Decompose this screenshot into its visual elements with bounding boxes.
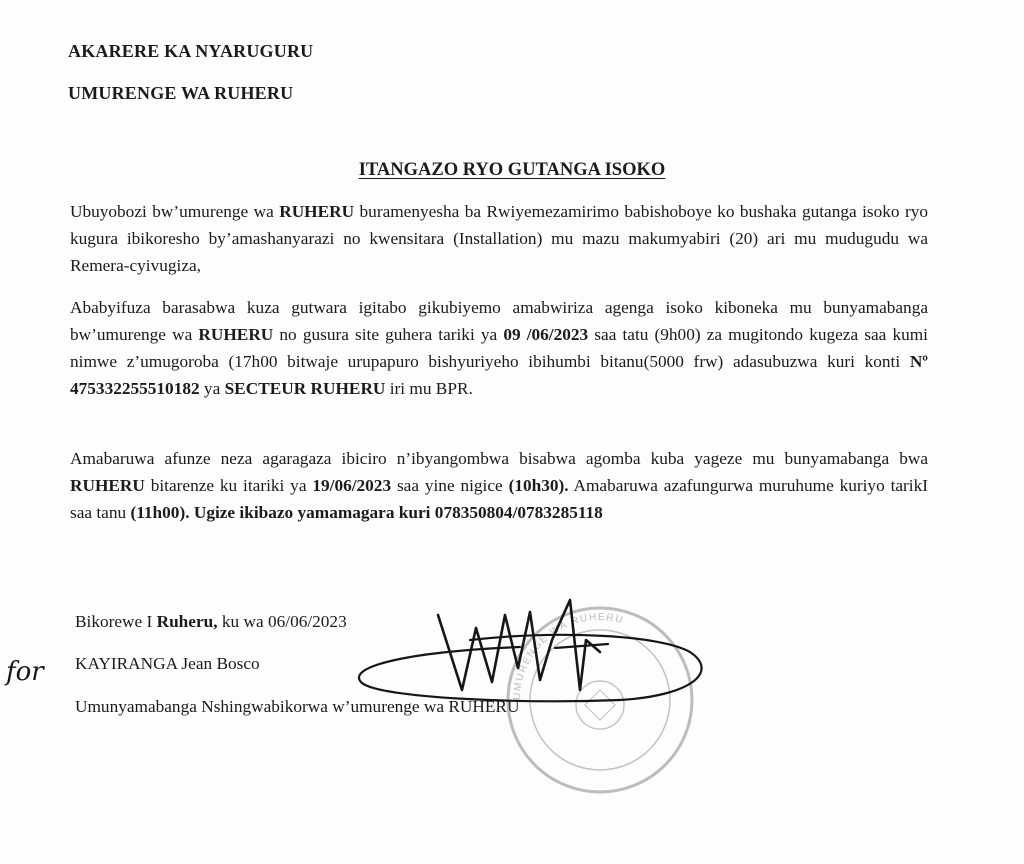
paragraph-run: RUHERU (70, 476, 145, 495)
district-header: AKARERE KA NYARUGURU (68, 41, 314, 61)
paragraph-run: bitarenze ku itariki ya (144, 476, 313, 495)
paragraph-run: Amabaruwa afunze neza agaragaza ibiciro n’ibyangombwa bisabwa agomba kuba yageze mu bunyamabanga bwa (70, 449, 928, 468)
paragraph-run: saa yine nigice (391, 476, 509, 495)
handwritten-signature (359, 600, 702, 701)
paragraph-run: no gusura site guhera tariki ya (273, 325, 504, 344)
paragraph-run: saa tatu (9h00) za mugitondo kugeza saa kumi nimwe z’umugoroba (17h00 bitwaje urupapuro bishyuriyeho ibihumbi bitanu(5000 frw) adasubuzwa kuri konti (70, 325, 928, 371)
paragraph-run: iri mu BPR. (385, 379, 473, 398)
signatory-name (75, 654, 260, 674)
sector-header: UMURENGE WA RUHERU (68, 83, 294, 103)
signatory-position (75, 697, 519, 717)
signature-date: 06/06/2023 (267, 612, 347, 631)
paragraph-deadline (70, 445, 928, 526)
paragraph-run: Ababyifuza barasabwa kuza gutwara igitabo gikubiyemo amabwiriza agenga isoko kiboneka mu bunyamabanga bw’umurenge wa (70, 298, 928, 344)
paragraph-instructions (70, 294, 928, 402)
paragraph-run: SECTEUR RUHERU (224, 379, 386, 398)
paragraph-run: Amabaruwa azafungurwa muruhume kuriyo tarikI saa tanu (70, 476, 928, 522)
signatory-given-name: Jean Bosco (177, 654, 260, 673)
signatory-surname: KAYIRANGA (75, 654, 178, 673)
paragraph-run: RUHERU (198, 325, 274, 344)
place-name: Ruheru, (156, 612, 218, 631)
paragraph-run: Ubuyobozi bw’umurenge wa (70, 202, 280, 221)
paragraph-run: 09 /06/2023 (503, 325, 589, 344)
paragraph-run: (11h00). Ugize ikibazo yamamagara kuri 078350804/0783285118 (130, 503, 603, 522)
paragraph-announcement (70, 198, 928, 279)
place-date-line (75, 612, 347, 632)
paragraph-run: 19/06/2023 (312, 476, 392, 495)
stamp-ring-text: UMURENGE WA RUHERU (511, 611, 626, 701)
paragraph-run: RUHERU (279, 202, 355, 221)
date-prefix: ku wa (217, 612, 268, 631)
paragraph-run: buramenyesha ba Rwiyemezamirimo babishoboye ko bushaka gutanga isoko ryo kugura ibikoresho by’amashanyarazi no kwensitara (Installation) mu mazu makumyabiri (20) ari mu mudugudu wa Remera-cyivugiza, (70, 202, 928, 275)
handwritten-for-mark: for (6, 657, 44, 687)
position-prefix: Umunyamabanga Nshingwabikorwa w’umurenge wa (75, 697, 449, 716)
official-stamp (508, 608, 692, 792)
notice-title: ITANGAZO RYO GUTANGA ISOKO (358, 160, 666, 180)
paragraph-run: (10h30). (508, 476, 569, 495)
svg-text:UMURENGE WA RUHERU (512, 612, 625, 700)
paragraph-run: ya (199, 379, 225, 398)
position-sector: RUHERU (448, 697, 520, 716)
place-prefix: Bikorewe I (75, 612, 157, 631)
paragraph-run: Nº 475332255510182 (70, 352, 928, 398)
